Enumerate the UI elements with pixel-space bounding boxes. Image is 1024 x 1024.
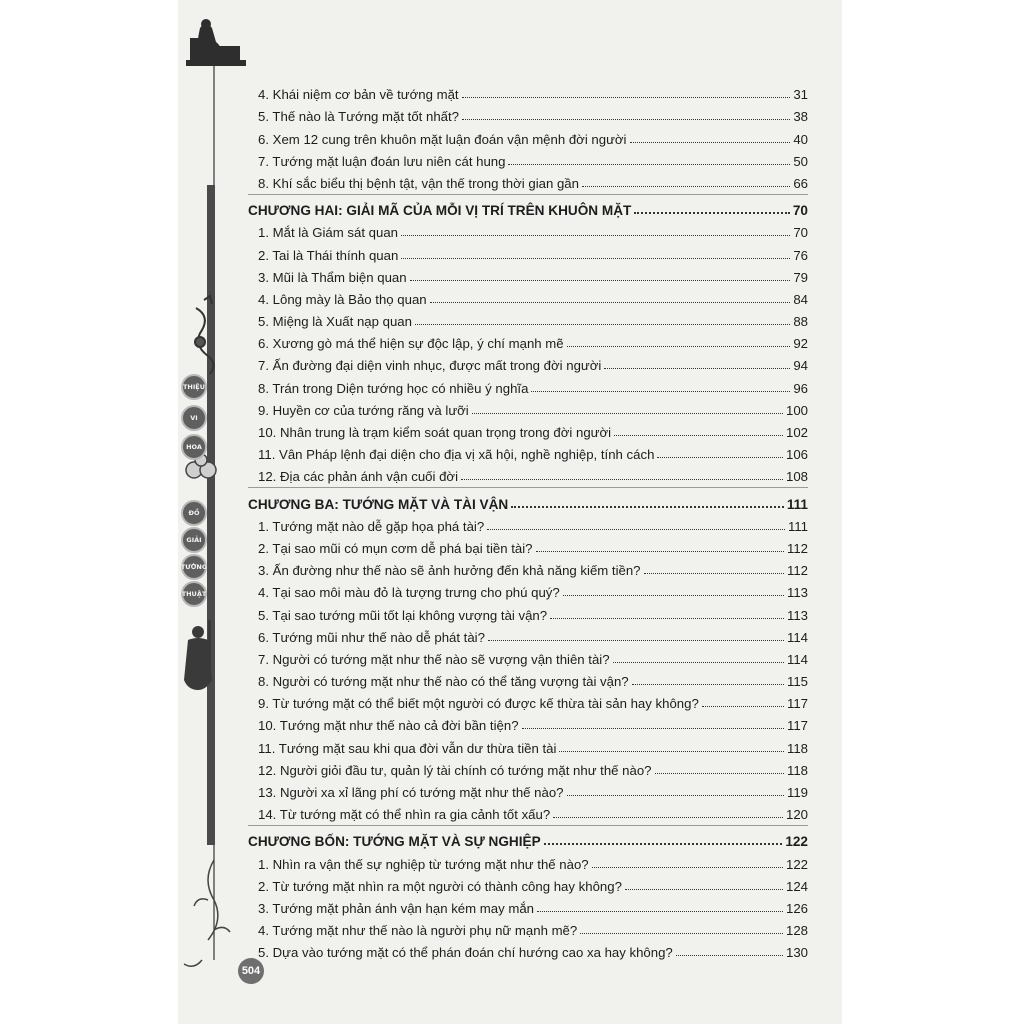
- entry-title: 13. Người xa xỉ lãng phí có tướng mặt như thế nào?: [258, 785, 564, 800]
- toc-entry-row: [248, 147, 808, 169]
- entry-title: 5. Dựa vào tướng mặt có thể phán đoán chí hướng cao xa hay không?: [258, 945, 673, 961]
- toc-entry-row: [248, 396, 808, 418]
- entry-page-number: 108: [785, 469, 808, 485]
- entry-page-number: 126: [785, 900, 808, 916]
- scholar-figure-illustration: [186, 19, 246, 66]
- dot-leader: [702, 706, 784, 707]
- entry-page-number: 115: [786, 674, 808, 690]
- side-seal-7: THUẬT: [181, 581, 207, 607]
- dot-leader: [536, 551, 784, 552]
- toc-entry-row: [248, 80, 808, 102]
- entry-page-number: 70: [793, 225, 808, 241]
- entry-title: 9. Huyền cơ của tướng răng và lưỡi: [258, 402, 469, 418]
- toc-entry-row: [248, 263, 808, 285]
- toc-entry-row: [248, 373, 808, 395]
- entry-title: 1. Nhìn ra vận thế sự nghiệp từ tướng mặt như thế nào?: [258, 856, 589, 872]
- entry-title: 1. Mắt là Giám sát quan: [258, 225, 399, 241]
- entry-page-number: 120: [785, 807, 808, 823]
- entry-page-number: 122: [785, 834, 808, 850]
- dot-leader: [511, 506, 784, 508]
- toc-entry-row: [248, 285, 808, 307]
- entry-page-number: 94: [793, 358, 808, 374]
- toc-entry-row: [248, 600, 808, 622]
- toc-entry-row: [248, 329, 808, 351]
- entry-page-number: 130: [785, 945, 808, 961]
- entry-page-number: 128: [785, 923, 808, 939]
- toc-entry-row: [248, 351, 808, 373]
- dot-leader: [430, 302, 791, 303]
- entry-page-number: 84: [793, 291, 808, 307]
- entry-title: 8. Trán trong Diện tướng học có nhiều ý nghĩa: [258, 380, 529, 396]
- toc-entry-row: [248, 938, 808, 960]
- toc-entry-row: [248, 418, 808, 440]
- toc-entry-row: [248, 800, 808, 822]
- entry-title: 2. Tai là Thái thính quan: [258, 247, 399, 263]
- dot-leader: [550, 618, 784, 619]
- dot-leader: [604, 368, 790, 369]
- toc-entry-row: [248, 645, 808, 667]
- entry-page-number: 92: [793, 336, 808, 352]
- entry-page-number: 40: [793, 131, 808, 147]
- toc-entry-row: [248, 462, 808, 484]
- side-seal-1: THIỆU: [181, 374, 207, 400]
- entry-page-number: 113: [786, 607, 808, 623]
- dot-leader: [567, 346, 791, 347]
- entry-page-number: 112: [786, 563, 808, 579]
- toc-entry-row: [248, 124, 808, 146]
- toc-entry-row: [248, 578, 808, 600]
- dot-leader: [508, 164, 790, 165]
- entry-title: 11. Vân Pháp lệnh đại diện cho địa vị xã hội, nghề nghiệp, tính cách: [258, 447, 655, 463]
- dot-leader: [582, 186, 790, 187]
- entry-title: 9. Từ tướng mặt có thể biết một người có được kế thừa tài sản hay không?: [258, 696, 699, 712]
- dot-leader: [644, 573, 784, 574]
- chapter-title: CHƯƠNG BA: TƯỚNG MẶT VÀ TÀI VẬN: [248, 496, 509, 512]
- side-seal-2: VI: [181, 405, 207, 431]
- entry-title: 2. Từ tướng mặt nhìn ra một người có thành công hay không?: [258, 878, 622, 894]
- chapter-title: CHƯƠNG HAI: GIẢI MÃ CỦA MỖI VỊ TRÍ TRÊN KHUÔN MẶT: [248, 203, 632, 219]
- dot-leader: [563, 595, 784, 596]
- toc-chapter-row: [248, 196, 808, 218]
- entry-page-number: 113: [786, 585, 808, 601]
- entry-title: 5. Thế nào là Tướng mặt tốt nhất?: [258, 109, 460, 125]
- entry-page-number: 119: [786, 785, 808, 800]
- entry-title: 10. Nhân trung là trạm kiểm soát quan trọng trong đời người: [258, 425, 612, 440]
- entry-page-number: 111: [786, 496, 808, 512]
- toc-entry-row: [248, 916, 808, 938]
- dot-leader: [613, 662, 784, 663]
- side-seal-6: TƯỚNG: [181, 554, 207, 580]
- page-number-badge: 504: [238, 958, 264, 984]
- entry-title: 12. Địa các phản ánh vận cuối đời: [258, 469, 458, 485]
- entry-title: 12. Người giỏi đầu tư, quản lý tài chính có tướng mặt như thế nào?: [258, 762, 652, 778]
- entry-page-number: 118: [786, 762, 808, 778]
- chapter-divider: [248, 825, 808, 826]
- dot-leader: [655, 773, 784, 774]
- entry-page-number: 100: [785, 402, 808, 418]
- toc-entry-row: [248, 218, 808, 240]
- entry-page-number: 70: [792, 203, 808, 219]
- entry-page-number: 76: [793, 247, 808, 263]
- table-of-contents: [248, 80, 808, 960]
- dot-leader: [634, 212, 790, 214]
- entry-page-number: 50: [793, 153, 808, 169]
- entry-page-number: 106: [785, 447, 808, 463]
- entry-page-number: 112: [786, 540, 808, 556]
- dot-leader: [488, 640, 784, 641]
- entry-title: 8. Khí sắc biểu thị bệnh tật, vận thế trong thời gian gần: [258, 175, 579, 191]
- dot-leader: [657, 457, 783, 458]
- dot-leader: [537, 911, 783, 912]
- entry-title: 7. Người có tướng mặt như thế nào sẽ vượng vận thiên tài?: [258, 651, 610, 667]
- dot-leader: [472, 413, 783, 414]
- toc-entry-row: [248, 240, 808, 262]
- side-seal-3: HOA: [181, 434, 207, 460]
- toc-entry-row: [248, 756, 808, 778]
- dot-leader: [592, 867, 783, 868]
- dot-leader: [401, 258, 790, 259]
- chapter-title: CHƯƠNG BỐN: TƯỚNG MẶT VÀ SỰ NGHIỆP: [248, 834, 541, 850]
- dot-leader: [630, 142, 791, 143]
- entry-page-number: 102: [785, 425, 808, 440]
- dot-leader: [462, 97, 791, 98]
- toc-entry-row: [248, 733, 808, 755]
- dot-leader: [531, 391, 790, 392]
- entry-page-number: 114: [786, 651, 808, 667]
- toc-entry-row: [248, 102, 808, 124]
- entry-title: 3. Ấn đường như thế nào sẽ ảnh hưởng đến khả năng kiếm tiền?: [258, 563, 641, 579]
- entry-title: 6. Xương gò má thể hiện sự độc lập, ý chí mạnh mẽ: [258, 336, 564, 352]
- dot-leader: [559, 751, 784, 752]
- dot-leader: [487, 529, 785, 530]
- toc-chapter-row: [248, 827, 808, 849]
- vine-ornament: [184, 860, 230, 966]
- entry-title: 11. Tướng mặt sau khi qua đời vẫn dư thừa tiền tài: [258, 740, 557, 756]
- dot-leader: [553, 817, 783, 818]
- dot-leader: [461, 479, 783, 480]
- entry-title: 5. Miệng là Xuất nạp quan: [258, 314, 412, 330]
- chapter-divider: [248, 194, 808, 195]
- toc-entry-row: [248, 711, 808, 733]
- toc-entry-row: [248, 689, 808, 711]
- entry-title: 7. Tướng mặt luận đoán lưu niên cát hung: [258, 153, 506, 169]
- dot-leader: [614, 435, 783, 436]
- entry-page-number: 124: [785, 878, 808, 894]
- side-seal-5: GIẢI: [181, 527, 207, 553]
- dot-leader: [544, 843, 783, 845]
- dot-leader: [462, 119, 790, 120]
- entry-title: 4. Lông mày là Bảo thọ quan: [258, 291, 427, 307]
- toc-entry-row: [248, 534, 808, 556]
- entry-page-number: 122: [785, 856, 808, 872]
- entry-page-number: 117: [786, 696, 808, 712]
- entry-title: 8. Người có tướng mặt như thế nào có thể tăng vượng tài vận?: [258, 674, 629, 690]
- toc-entry-row: [248, 440, 808, 462]
- dot-leader: [415, 324, 790, 325]
- entry-page-number: 96: [793, 380, 808, 396]
- toc-entry-row: [248, 512, 808, 534]
- chapter-divider: [248, 487, 808, 488]
- dot-leader: [676, 955, 783, 956]
- toc-entry-row: [248, 667, 808, 689]
- entry-page-number: 79: [793, 269, 808, 285]
- toc-entry-row: [248, 623, 808, 645]
- entry-title: 7. Ấn đường đại diện vinh nhục, được mất trong đời người: [258, 358, 602, 374]
- side-seal-4: ĐỒ: [181, 500, 207, 526]
- entry-title: 4. Tướng mặt như thế nào là người phụ nữ mạnh mẽ?: [258, 923, 578, 939]
- entry-title: 6. Xem 12 cung trên khuôn mặt luận đoán vận mệnh đời người: [258, 131, 627, 147]
- dot-leader: [522, 728, 784, 729]
- entry-title: 6. Tướng mũi như thế nào dễ phát tài?: [258, 629, 485, 645]
- toc-entry-row: [248, 169, 808, 191]
- toc-entry-row: [248, 849, 808, 871]
- entry-title: 5. Tại sao tướng mũi tốt lại không vượng tài vận?: [258, 607, 548, 623]
- toc-chapter-row: [248, 489, 808, 511]
- toc-entry-row: [248, 872, 808, 894]
- entry-page-number: 66: [793, 175, 808, 191]
- entry-title: 14. Từ tướng mặt có thể nhìn ra gia cảnh tốt xấu?: [258, 807, 551, 823]
- toc-entry-row: [248, 307, 808, 329]
- dot-leader: [401, 235, 790, 236]
- entry-title: 2. Tại sao mũi có mụn cơm dễ phá bại tiền tài?: [258, 540, 533, 556]
- dot-leader: [410, 280, 791, 281]
- dot-leader: [580, 933, 783, 934]
- entry-page-number: 118: [786, 740, 808, 756]
- entry-page-number: 111: [787, 518, 808, 534]
- entry-page-number: 38: [793, 109, 808, 125]
- dot-leader: [567, 795, 784, 796]
- entry-title: 3. Tướng mặt phản ánh vận hạn kém may mắn: [258, 900, 535, 916]
- entry-page-number: 31: [793, 87, 808, 103]
- entry-title: 4. Khái niệm cơ bản về tướng mặt: [258, 87, 459, 103]
- margin-band: [207, 185, 215, 845]
- entry-page-number: 117: [786, 718, 808, 734]
- toc-entry-row: [248, 894, 808, 916]
- entry-title: 10. Tướng mặt như thế nào cả đời bần tiện?: [258, 718, 519, 734]
- entry-page-number: 88: [793, 314, 808, 330]
- entry-title: 3. Mũi là Thẩm biện quan: [258, 269, 407, 285]
- toc-entry-row: [248, 778, 808, 800]
- dot-leader: [625, 889, 783, 890]
- entry-title: 4. Tại sao môi màu đỏ là tượng trưng cho phú quý?: [258, 585, 560, 601]
- dot-leader: [632, 684, 784, 685]
- entry-page-number: 114: [786, 629, 808, 645]
- toc-entry-row: [248, 556, 808, 578]
- entry-title: 1. Tướng mặt nào dễ gặp họa phá tài?: [258, 518, 485, 534]
